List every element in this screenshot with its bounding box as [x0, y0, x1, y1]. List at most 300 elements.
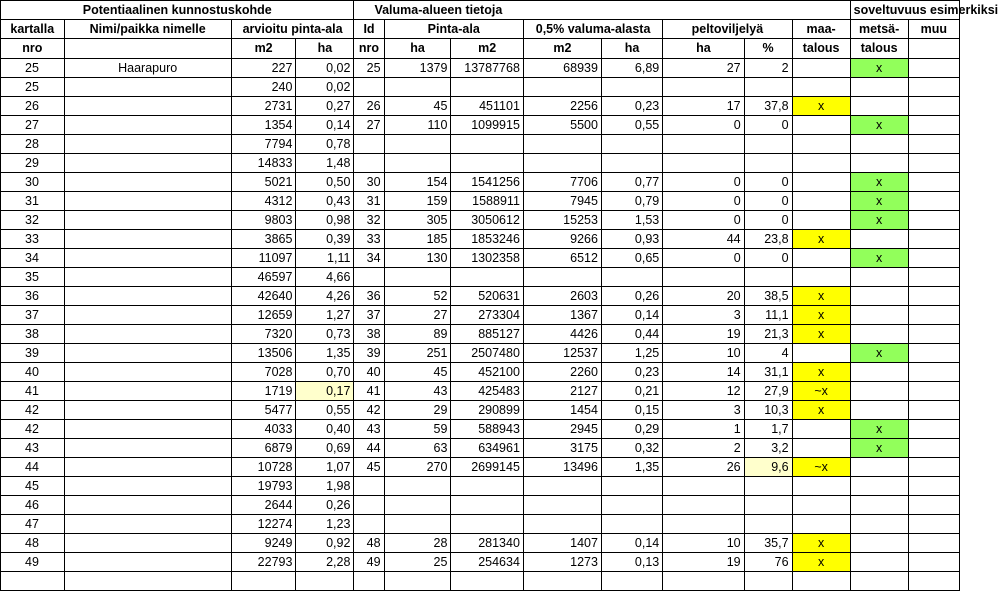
unit-ha: ha	[296, 39, 354, 59]
cell-valuma-m2	[523, 572, 601, 591]
cell-nimi	[64, 439, 231, 458]
cell-maatalous	[792, 154, 850, 173]
table-row	[1, 287, 960, 306]
cell-id: 41	[354, 382, 384, 401]
cell-nimi	[64, 572, 231, 591]
cell-id	[354, 477, 384, 496]
cell-arvioitu-ha: 0,55	[296, 401, 354, 420]
cell-pinta-ha: 63	[384, 439, 451, 458]
cell-pelto-ha: 26	[663, 458, 744, 477]
cell-id	[354, 572, 384, 591]
cell-pinta-m2: 452100	[451, 363, 523, 382]
cell-maatalous	[792, 116, 850, 135]
cell-pelto-ha: 10	[663, 534, 744, 553]
cell-pinta-m2	[451, 477, 523, 496]
cell-nimi	[64, 325, 231, 344]
unit-talous: talous	[850, 39, 908, 59]
cell-pelto-pct: 0	[744, 116, 792, 135]
table-row	[1, 325, 960, 344]
cell-pinta-ha	[384, 496, 451, 515]
cell-pinta-ha: 45	[384, 363, 451, 382]
cell-metsatalous	[850, 363, 908, 382]
cell-muu	[908, 439, 959, 458]
cell-pinta-m2: 1588911	[451, 192, 523, 211]
unit-pct: %	[744, 39, 792, 59]
cell-valuma-ha	[601, 268, 662, 287]
cell-pinta-m2	[451, 154, 523, 173]
cell-pinta-m2	[451, 135, 523, 154]
cell-valuma-ha: 0,23	[601, 363, 662, 382]
table-row	[1, 515, 960, 534]
cell-nro: 29	[1, 154, 65, 173]
cell-muu	[908, 154, 959, 173]
cell-nro: 32	[1, 211, 65, 230]
cell-nimi	[64, 306, 231, 325]
cell-nimi	[64, 249, 231, 268]
cell-arvioitu-m2: 46597	[231, 268, 296, 287]
table-row	[1, 534, 960, 553]
cell-metsatalous	[850, 287, 908, 306]
cell-valuma-m2	[523, 496, 601, 515]
cell-nimi	[64, 135, 231, 154]
cell-pinta-m2: 1853246	[451, 230, 523, 249]
cell-maatalous: ~x	[792, 458, 850, 477]
cell-arvioitu-m2: 42640	[231, 287, 296, 306]
cell-arvioitu-ha: 0,92	[296, 534, 354, 553]
cell-pinta-ha: 185	[384, 230, 451, 249]
table-row	[1, 116, 960, 135]
col-id: Id	[354, 20, 384, 39]
table-row	[1, 211, 960, 230]
cell-valuma-ha: 0,32	[601, 439, 662, 458]
cell-metsatalous	[850, 477, 908, 496]
cell-pinta-ha: 52	[384, 287, 451, 306]
cell-pinta-m2: 1302358	[451, 249, 523, 268]
cell-pinta-ha: 89	[384, 325, 451, 344]
cell-pinta-m2: 13787768	[451, 59, 523, 78]
table-row	[1, 249, 960, 268]
col-arvioitu: arvioitu pinta-ala	[231, 20, 354, 39]
cell-pinta-ha	[384, 515, 451, 534]
cell-valuma-m2: 1367	[523, 306, 601, 325]
cell-valuma-m2: 2603	[523, 287, 601, 306]
cell-muu	[908, 572, 959, 591]
cell-pelto-ha	[663, 496, 744, 515]
cell-valuma-m2: 12537	[523, 344, 601, 363]
cell-muu	[908, 135, 959, 154]
table-row	[1, 306, 960, 325]
cell-nro: 28	[1, 135, 65, 154]
cell-nimi	[64, 553, 231, 572]
cell-maatalous: x	[792, 306, 850, 325]
cell-arvioitu-m2: 22793	[231, 553, 296, 572]
cell-valuma-ha: 0,44	[601, 325, 662, 344]
table-row	[1, 59, 960, 78]
cell-maatalous	[792, 59, 850, 78]
cell-metsatalous	[850, 230, 908, 249]
cell-metsatalous: x	[850, 173, 908, 192]
cell-metsatalous	[850, 534, 908, 553]
cell-valuma-m2	[523, 515, 601, 534]
cell-nimi	[64, 534, 231, 553]
col-pelto: peltoviljelyä	[663, 20, 792, 39]
cell-pelto-pct	[744, 572, 792, 591]
cell-pinta-m2: 290899	[451, 401, 523, 420]
cell-metsatalous	[850, 382, 908, 401]
table-row	[1, 572, 960, 591]
cell-pinta-ha: 25	[384, 553, 451, 572]
cell-arvioitu-ha: 0,43	[296, 192, 354, 211]
cell-nro: 44	[1, 458, 65, 477]
cell-nimi: Haarapuro	[64, 59, 231, 78]
cell-pinta-ha: 43	[384, 382, 451, 401]
cell-nimi	[64, 78, 231, 97]
table-row	[1, 496, 960, 515]
cell-valuma-m2: 6512	[523, 249, 601, 268]
cell-pinta-ha: 28	[384, 534, 451, 553]
cell-pinta-ha: 130	[384, 249, 451, 268]
cell-metsatalous	[850, 458, 908, 477]
cell-metsatalous	[850, 154, 908, 173]
cell-metsatalous: x	[850, 420, 908, 439]
cell-nimi	[64, 287, 231, 306]
cell-pelto-pct: 21,3	[744, 325, 792, 344]
cell-id: 44	[354, 439, 384, 458]
cell-pinta-m2: 2699145	[451, 458, 523, 477]
cell-valuma-ha: 0,14	[601, 306, 662, 325]
cell-pelto-ha: 3	[663, 401, 744, 420]
cell-metsatalous	[850, 572, 908, 591]
cell-pelto-pct: 0	[744, 173, 792, 192]
cell-nro: 47	[1, 515, 65, 534]
cell-arvioitu-ha: 0,14	[296, 116, 354, 135]
cell-pelto-ha	[663, 477, 744, 496]
cell-arvioitu-m2: 6879	[231, 439, 296, 458]
cell-valuma-m2	[523, 477, 601, 496]
cell-maatalous: x	[792, 97, 850, 116]
cell-pelto-ha: 0	[663, 249, 744, 268]
group-valuma-header: Valuma-alueen tietoja	[354, 1, 850, 20]
cell-muu	[908, 78, 959, 97]
cell-muu	[908, 325, 959, 344]
cell-valuma-ha	[601, 515, 662, 534]
col-muu: muu	[908, 20, 959, 39]
table-row	[1, 230, 960, 249]
cell-nimi	[64, 192, 231, 211]
cell-maatalous	[792, 268, 850, 287]
cell-valuma-ha: 1,53	[601, 211, 662, 230]
cell-maatalous: x	[792, 325, 850, 344]
cell-muu	[908, 211, 959, 230]
cell-id: 31	[354, 192, 384, 211]
col-pinta-ala: Pinta-ala	[384, 20, 523, 39]
cell-arvioitu-m2: 11097	[231, 249, 296, 268]
cell-valuma-m2: 2260	[523, 363, 601, 382]
cell-arvioitu-ha: 0,02	[296, 59, 354, 78]
unit-talous: talous	[792, 39, 850, 59]
cell-arvioitu-m2: 10728	[231, 458, 296, 477]
cell-id: 32	[354, 211, 384, 230]
cell-valuma-ha: 0,55	[601, 116, 662, 135]
cell-arvioitu-ha: 0,73	[296, 325, 354, 344]
cell-pinta-ha: 270	[384, 458, 451, 477]
cell-pinta-m2	[451, 572, 523, 591]
table-row	[1, 192, 960, 211]
cell-maatalous	[792, 572, 850, 591]
cell-pinta-m2	[451, 515, 523, 534]
cell-id: 45	[354, 458, 384, 477]
cell-arvioitu-ha: 0,98	[296, 211, 354, 230]
cell-nro: 38	[1, 325, 65, 344]
cell-muu	[908, 534, 959, 553]
cell-pinta-ha	[384, 477, 451, 496]
cell-pinta-ha: 59	[384, 420, 451, 439]
cell-valuma-ha: 0,65	[601, 249, 662, 268]
cell-arvioitu-m2: 2731	[231, 97, 296, 116]
cell-pelto-ha: 10	[663, 344, 744, 363]
cell-nimi	[64, 458, 231, 477]
cell-valuma-ha: 0,26	[601, 287, 662, 306]
cell-pinta-m2: 1099915	[451, 116, 523, 135]
cell-valuma-m2	[523, 154, 601, 173]
cell-nimi	[64, 173, 231, 192]
cell-arvioitu-ha: 1,07	[296, 458, 354, 477]
cell-muu	[908, 496, 959, 515]
cell-metsatalous: x	[850, 344, 908, 363]
cell-pinta-m2: 1541256	[451, 173, 523, 192]
cell-id: 39	[354, 344, 384, 363]
cell-pelto-pct: 1,7	[744, 420, 792, 439]
cell-metsatalous: x	[850, 249, 908, 268]
cell-valuma-m2: 13496	[523, 458, 601, 477]
group-potential-header: Potentiaalinen kunnostuskohde	[1, 1, 354, 20]
cell-valuma-m2: 1454	[523, 401, 601, 420]
cell-nro: 27	[1, 116, 65, 135]
table-row	[1, 154, 960, 173]
cell-arvioitu-m2: 4033	[231, 420, 296, 439]
cell-arvioitu-m2: 227	[231, 59, 296, 78]
cell-arvioitu-ha: 1,11	[296, 249, 354, 268]
cell-nro	[1, 572, 65, 591]
cell-muu	[908, 477, 959, 496]
cell-arvioitu-m2: 19793	[231, 477, 296, 496]
cell-valuma-ha: 0,29	[601, 420, 662, 439]
unit-m2: m2	[451, 39, 523, 59]
cell-pinta-ha: 154	[384, 173, 451, 192]
cell-pelto-pct: 38,5	[744, 287, 792, 306]
cell-pinta-ha	[384, 78, 451, 97]
cell-pinta-ha	[384, 135, 451, 154]
cell-pelto-ha: 0	[663, 173, 744, 192]
cell-nimi	[64, 515, 231, 534]
table-row	[1, 135, 960, 154]
cell-metsatalous	[850, 401, 908, 420]
cell-pelto-pct: 23,8	[744, 230, 792, 249]
group-suitability-header: soveltuvuus esimerkiksi	[850, 1, 959, 20]
cell-id: 43	[354, 420, 384, 439]
cell-pelto-ha: 14	[663, 363, 744, 382]
table-row	[1, 173, 960, 192]
cell-arvioitu-m2: 4312	[231, 192, 296, 211]
cell-valuma-ha: 0,77	[601, 173, 662, 192]
cell-id: 36	[354, 287, 384, 306]
unit-blank	[64, 39, 231, 59]
cell-nimi	[64, 211, 231, 230]
cell-pelto-ha: 0	[663, 192, 744, 211]
cell-pelto-ha: 27	[663, 59, 744, 78]
cell-valuma-m2: 1407	[523, 534, 601, 553]
cell-nimi	[64, 116, 231, 135]
cell-arvioitu-m2: 2644	[231, 496, 296, 515]
cell-pelto-ha: 3	[663, 306, 744, 325]
cell-pelto-pct	[744, 515, 792, 534]
cell-pelto-pct	[744, 496, 792, 515]
cell-valuma-ha: 6,89	[601, 59, 662, 78]
cell-muu	[908, 249, 959, 268]
unit-ha: ha	[663, 39, 744, 59]
cell-valuma-ha: 0,15	[601, 401, 662, 420]
cell-valuma-m2: 3175	[523, 439, 601, 458]
cell-muu	[908, 116, 959, 135]
cell-pelto-pct	[744, 154, 792, 173]
cell-arvioitu-m2	[231, 572, 296, 591]
cell-valuma-m2: 4426	[523, 325, 601, 344]
cell-arvioitu-ha: 1,23	[296, 515, 354, 534]
cell-id: 49	[354, 553, 384, 572]
cell-valuma-ha: 0,13	[601, 553, 662, 572]
cell-pelto-pct: 3,2	[744, 439, 792, 458]
cell-muu	[908, 306, 959, 325]
cell-maatalous	[792, 78, 850, 97]
cell-id	[354, 515, 384, 534]
cell-arvioitu-m2: 13506	[231, 344, 296, 363]
cell-arvioitu-ha: 1,48	[296, 154, 354, 173]
cell-nro: 34	[1, 249, 65, 268]
cell-metsatalous	[850, 496, 908, 515]
cell-metsatalous: x	[850, 192, 908, 211]
cell-pelto-pct: 2	[744, 59, 792, 78]
cell-pinta-ha: 251	[384, 344, 451, 363]
cell-pinta-m2: 588943	[451, 420, 523, 439]
cell-pelto-pct: 76	[744, 553, 792, 572]
cell-pelto-pct: 10,3	[744, 401, 792, 420]
table-row	[1, 439, 960, 458]
cell-nro: 37	[1, 306, 65, 325]
cell-arvioitu-m2: 7320	[231, 325, 296, 344]
cell-pelto-ha: 17	[663, 97, 744, 116]
cell-maatalous	[792, 420, 850, 439]
cell-nimi	[64, 363, 231, 382]
unit-m2: m2	[231, 39, 296, 59]
cell-nro: 25	[1, 78, 65, 97]
cell-id: 48	[354, 534, 384, 553]
cell-arvioitu-ha: 0,26	[296, 496, 354, 515]
table-body	[1, 59, 960, 591]
cell-valuma-ha	[601, 154, 662, 173]
cell-valuma-ha	[601, 496, 662, 515]
col-valuma-pct: 0,5% valuma-alasta	[523, 20, 662, 39]
cell-pinta-m2	[451, 496, 523, 515]
cell-nimi	[64, 154, 231, 173]
cell-pelto-ha	[663, 78, 744, 97]
cell-maatalous	[792, 515, 850, 534]
cell-maatalous	[792, 211, 850, 230]
cell-arvioitu-ha	[296, 572, 354, 591]
cell-valuma-m2: 2945	[523, 420, 601, 439]
cell-muu	[908, 515, 959, 534]
unit-ha: ha	[601, 39, 662, 59]
cell-arvioitu-m2: 5021	[231, 173, 296, 192]
cell-id: 27	[354, 116, 384, 135]
cell-arvioitu-ha: 0,27	[296, 97, 354, 116]
cell-nro: 25	[1, 59, 65, 78]
cell-metsatalous	[850, 553, 908, 572]
cell-pelto-ha	[663, 515, 744, 534]
cell-valuma-m2: 7945	[523, 192, 601, 211]
cell-pelto-ha: 0	[663, 211, 744, 230]
cell-arvioitu-m2: 7028	[231, 363, 296, 382]
cell-arvioitu-ha: 0,70	[296, 363, 354, 382]
unit-nro: nro	[354, 39, 384, 59]
cell-id: 33	[354, 230, 384, 249]
table-row	[1, 420, 960, 439]
cell-metsatalous: x	[850, 116, 908, 135]
header-unit-row	[1, 39, 960, 59]
cell-maatalous: x	[792, 401, 850, 420]
cell-muu	[908, 420, 959, 439]
cell-maatalous	[792, 496, 850, 515]
cell-pelto-pct: 35,7	[744, 534, 792, 553]
cell-valuma-m2	[523, 268, 601, 287]
cell-arvioitu-m2: 9249	[231, 534, 296, 553]
cell-nimi	[64, 230, 231, 249]
cell-nro: 33	[1, 230, 65, 249]
cell-arvioitu-ha: 1,35	[296, 344, 354, 363]
cell-pelto-ha: 2	[663, 439, 744, 458]
cell-pinta-ha: 45	[384, 97, 451, 116]
cell-metsatalous: x	[850, 59, 908, 78]
cell-nimi	[64, 420, 231, 439]
cell-pinta-m2: 273304	[451, 306, 523, 325]
cell-pelto-pct: 9,6	[744, 458, 792, 477]
cell-valuma-ha: 1,35	[601, 458, 662, 477]
unit-blank	[908, 39, 959, 59]
cell-pelto-ha: 12	[663, 382, 744, 401]
cell-nimi	[64, 496, 231, 515]
cell-nro: 49	[1, 553, 65, 572]
cell-nro: 26	[1, 97, 65, 116]
cell-nro: 48	[1, 534, 65, 553]
cell-pinta-m2: 3050612	[451, 211, 523, 230]
cell-arvioitu-ha: 0,39	[296, 230, 354, 249]
cell-arvioitu-ha: 0,69	[296, 439, 354, 458]
cell-valuma-m2: 2256	[523, 97, 601, 116]
cell-pinta-ha: 29	[384, 401, 451, 420]
cell-valuma-m2: 7706	[523, 173, 601, 192]
cell-arvioitu-ha: 4,26	[296, 287, 354, 306]
cell-id: 38	[354, 325, 384, 344]
cell-pelto-pct: 11,1	[744, 306, 792, 325]
table-row	[1, 363, 960, 382]
cell-pinta-m2	[451, 78, 523, 97]
cell-arvioitu-m2: 12274	[231, 515, 296, 534]
cell-muu	[908, 173, 959, 192]
unit-nro: nro	[1, 39, 65, 59]
cell-valuma-ha	[601, 135, 662, 154]
cell-nro: 41	[1, 382, 65, 401]
cell-id	[354, 496, 384, 515]
cell-id	[354, 135, 384, 154]
